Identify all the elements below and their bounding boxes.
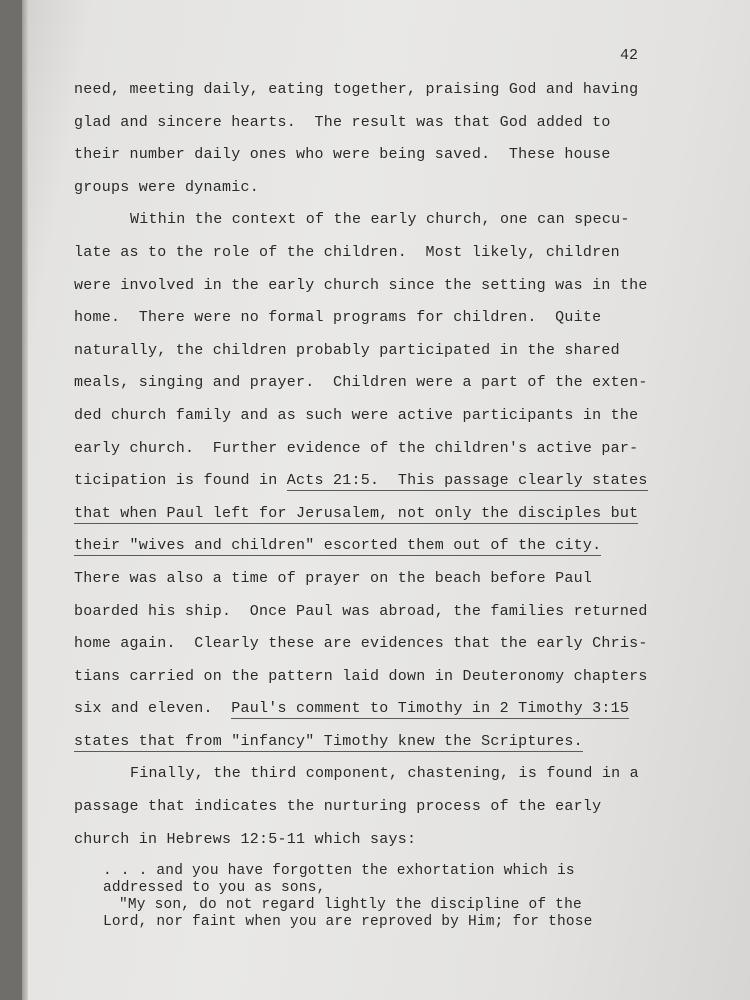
- text-segment: home. There were no formal programs for children. Quite: [74, 309, 602, 327]
- text-line: [74, 730, 674, 763]
- text-line: [74, 567, 674, 600]
- text-line: [74, 241, 674, 274]
- text-segment: ded church family and as such were active participants in the: [74, 406, 639, 424]
- underlined-text: that when Paul left for Jerusalem, not only the disciples but: [74, 504, 639, 522]
- text-line: [74, 697, 674, 730]
- text-line: [74, 437, 674, 470]
- text-segment: early church. Further evidence of the children's active par-: [74, 439, 639, 457]
- text-line: [74, 665, 674, 698]
- text-segment: passage that indicates the nurturing process of the early: [74, 798, 602, 816]
- underlined-text: states that from "infancy" Timothy knew the Scriptures.: [74, 732, 583, 750]
- underlined-text: Acts 21:5. This passage clearly states: [286, 472, 648, 490]
- text-segment: meals, singing and prayer. Children were a part of the exten-: [74, 374, 648, 392]
- text-segment: There was also a time of prayer on the beach before Paul: [74, 569, 593, 587]
- text-line: [74, 111, 674, 144]
- text-segment: boarded his ship. Once Paul was abroad, the families returned: [74, 602, 648, 620]
- text-line: [74, 274, 674, 307]
- text-segment: late as to the role of the children. Most likely, children: [74, 243, 620, 261]
- underlined-text: Paul's comment to Timothy in 2 Timothy 3:15: [231, 700, 630, 718]
- text-segment: home again. Clearly these are evidences that the early Chris-: [74, 635, 648, 653]
- text-segment: Finally, the third component, chastening, is found in a: [130, 765, 639, 783]
- block-quote: [103, 863, 663, 931]
- page-binding-edge: [22, 0, 28, 1000]
- text-line: [74, 534, 674, 567]
- text-segment: need, meeting daily, eating together, praising God and having: [74, 81, 639, 98]
- text-line: [74, 762, 674, 795]
- text-segment: naturally, the children probably participated in the shared: [74, 341, 620, 359]
- text-segment: their number daily ones who were being saved. These house: [74, 146, 611, 164]
- text-line: [74, 339, 674, 372]
- text-line: [74, 600, 674, 633]
- text-line: [74, 78, 674, 111]
- text-line: [74, 404, 674, 437]
- text-line: [74, 828, 674, 861]
- text-line: [74, 502, 674, 535]
- quote-line: . . . and you have forgotten the exhortation which is: [103, 863, 575, 879]
- quote-line: Lord, nor faint when you are reproved by Him; for those: [103, 914, 593, 930]
- text-segment: ticipation is found in: [74, 472, 287, 490]
- text-line: [74, 208, 674, 241]
- text-segment: groups were dynamic.: [74, 178, 260, 196]
- body-text: [74, 78, 674, 860]
- text-segment: tians carried on the pattern laid down in Deuteronomy chapters: [74, 667, 648, 685]
- text-line: [74, 632, 674, 665]
- text-segment: glad and sincere hearts. The result was that God added to: [74, 113, 611, 131]
- text-line: [74, 469, 674, 502]
- quote-line: "My son, do not regard lightly the discipline of the: [119, 897, 582, 913]
- text-segment: Within the context of the early church, one can specu-: [130, 211, 630, 229]
- text-segment: church in Hebrews 12:5-11 which says:: [74, 830, 417, 848]
- text-line: [74, 371, 674, 404]
- text-segment: six and eleven.: [74, 700, 232, 718]
- page-number: 42: [620, 47, 639, 64]
- underlined-text: their "wives and children" escorted them out of the city.: [74, 537, 602, 555]
- text-line: [74, 795, 674, 828]
- text-segment: were involved in the early church since the setting was in the: [74, 276, 648, 294]
- text-line: [74, 306, 674, 339]
- text-line: [74, 176, 674, 209]
- text-line: [74, 143, 674, 176]
- quote-line: addressed to you as sons,: [103, 880, 326, 896]
